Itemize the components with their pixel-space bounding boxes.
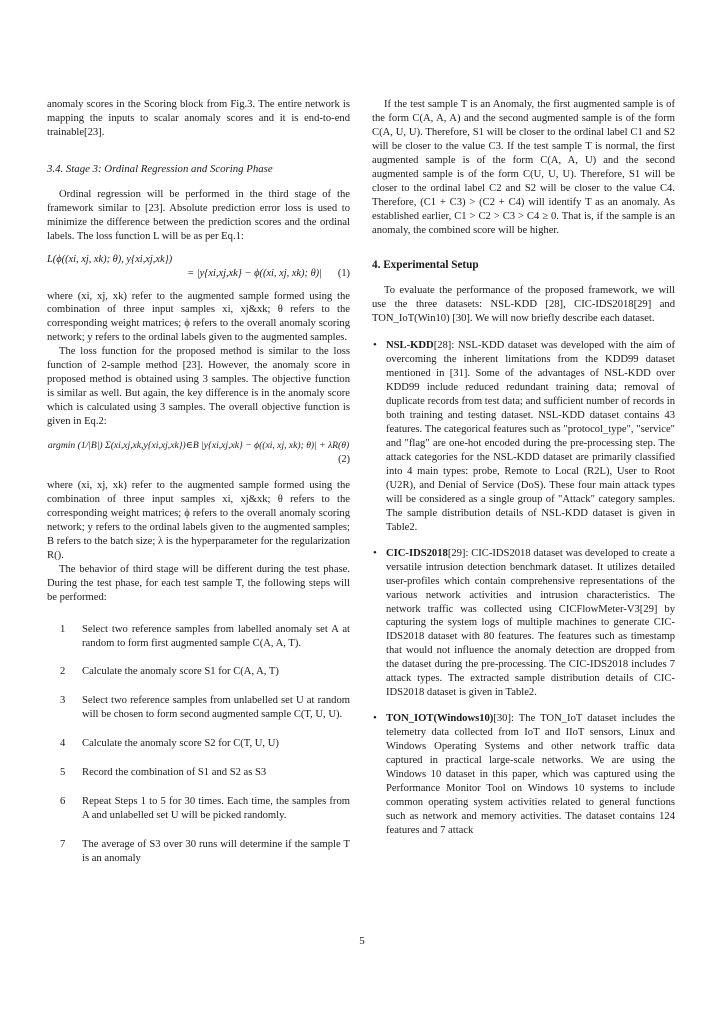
dataset-description: [29]: CIC-IDS2018 dataset was developed to create a versatile intrusion detection benchmark dataset. It utilizes detailed user-profiles which contain comprehensive representations of the various network activities and intrusion characteristics. The network traffic was collected using CICFlowMeter-V3[29] by capturing the system logs of multiple machines to generate CIC-IDS2018 dataset with 80 features. The features such as timestamp that would not influence the anomaly detection are dropped from the dataset during the pre-processing. The CIC-IDS2018 includes 7 attack types. The extracted sample distribution details of CIC-IDS2018 dataset is given in Table2. (386, 547, 675, 699)
equation-1-line-2: = |y{xi,xj,xk} − ϕ((xi, xj, xk); θ)| (187, 267, 322, 279)
list-item (47, 694, 350, 722)
right-column (372, 98, 675, 850)
step-text: Select two reference samples from unlabelled set U at random will be chosen to form second augmented sample C(T, U, U). (82, 695, 350, 721)
bullet-icon: • (373, 712, 377, 725)
dataset-name: NSL-KDD (386, 340, 434, 352)
paragraph-test-sample: If the test sample T is an Anomaly, the first augmented sample is of the form C(A, A, A) and the second augmented sample is of the form C(A, U, U). Therefore, S1 will be closer to the ordinal label C1 and S2 will be closer to the value C3. If the test sample T is normal, the first augmented sample is of the form C(A, A, U) and the second augmented sample is of the form C(U, U, U). Therefore, S1 will be closer to the ordinal label C2 and S2 will be closer to the value C4. Therefore, (C1 + C3) > (C2 + C4) will identify T as an anomaly. As established earlier, C1 > C2 > C3 > C4 ≥ 0. That is, if the sample is an anomaly, the combined score will be higher. (372, 99, 675, 236)
step-text: Select two reference samples from labelled anomaly set A at random to form first augmented sample C(A, A, T). (82, 623, 350, 649)
step-number: 7 (60, 839, 66, 851)
step-text: Calculate the anomaly score S2 for C(T, U, U) (82, 738, 279, 750)
section-heading-4: 4. Experimental Setup (372, 258, 479, 271)
equation-1 (47, 253, 350, 281)
bullet-icon: • (373, 546, 377, 559)
step-number: 1 (60, 623, 66, 635)
dataset-name: TON_IOT(Windows10) (386, 713, 494, 725)
step-text: Calculate the anomaly score S1 for C(A, A, T) (82, 666, 279, 678)
step-number: 2 (60, 666, 66, 678)
paragraph-where-1: where (xi, xj, xk) refer to the augmented sample formed using the combination of three input samples xi, xj&xk; θ refers to the corresponding weight matrices; ϕ refers to the overall anomaly scoring network; y refers to the ordinal labels given to the augmented samples. (47, 290, 350, 344)
dataset-description: [28]: NSL-KDD dataset was developed with the aim of overcoming the inherent limitations from the KDD99 dataset mentioned in [31]. Some of the advantages of NSL-KDD over KDD99 include reduced redundant training data; removal of duplicate records from test data; and sufficient number of records in both training and testing dataset. NSL-KDD dataset contains 43 features. The categorical features such as "protocol_type", "service" and "flag" are one-hot encoded during the pre-processing step. The attack categories for the NSL-KDD dataset are primarily classified into 4 main types: probe, Remote to Local (R2L), User to Root (U2R), and Denial of Service (DoS). These four main attack types will be considered as a single group of "Attack" category samples. The sample distribution details of NSL-KDD dataset is given in Table2. (386, 340, 675, 533)
section-heading-3-4: 3.4. Stage 3: Ordinal Regression and Scoring Phase (47, 162, 273, 175)
equation-2-body: argmin (1/|B|) Σ(xi,xj,xk,y{xi,xj,xk})∈B |y{xi,xj,xk} − ϕ((xi, xj, xk); θ)| + λR(θ) (47, 440, 350, 452)
equation-1-number: (1) (337, 267, 350, 279)
step-number: 6 (60, 796, 66, 808)
list-item (372, 712, 675, 838)
step-text: Repeat Steps 1 to 5 for 30 times. Each time, the samples from A and unlabelled set U will be picked randomly. (82, 796, 350, 822)
list-item (47, 838, 350, 866)
bullet-icon: • (373, 339, 377, 352)
list-item (47, 665, 350, 679)
paragraph-ordinal-regression: Ordinal regression will be performed in the third stage of the framework similar to [23]. Absolute prediction error loss is used to minimize the difference between the prediction scores and the ordinal labels. The loss function L will be as per Eq.1: (47, 188, 350, 242)
page-number: 5 (359, 935, 365, 947)
paragraph-where-2: where (xi, xj, xk) refer to the augmented sample formed using the combination of three input samples xi, xj&xk; θ refers to the corresponding weight matrices; ϕ refers to the overall anomaly scoring network; y refers to the ordinal labels given to the augmented samples; B refers to the batch size; λ is the hyperparameter for the regularization R(). (47, 479, 350, 561)
list-item (372, 339, 675, 534)
list-item (47, 795, 350, 823)
dataset-description: [30]: The TON_IoT dataset includes the telemetry data collected from IoT and IIoT sensors, Linux and Windows Operating Systems and other network traffic data captured in practical large-scale networks. We are using the Windows 10 dataset in this paper, which was captured using the Performance Monitor Tool on Windows 10 systems to include common operating system activities related to general functions such as network and memory activities. The dataset contains 124 features and 7 attack (386, 713, 675, 836)
paragraph-intro: anomaly scores in the Scoring block from Fig.3. The entire network is mapping the inputs to scalar anomaly scores and it is end-to-end trainable[23]. (47, 99, 350, 138)
list-item (47, 766, 350, 780)
paragraph-loss-function: The loss function for the proposed method is similar to the loss function of 2-sample method [23]. However, the anomaly score in proposed method is obtained using 3 samples. The objective function is similar as well. But again, the key difference is in the anomaly score which is calculated using 3 samples. The overall objective function is given in Eq.2: (47, 346, 350, 428)
step-number: 5 (60, 767, 66, 779)
list-item (47, 737, 350, 751)
datasets-list (372, 339, 675, 837)
equation-2 (47, 439, 350, 467)
step-number: 3 (60, 695, 66, 707)
left-column (47, 98, 350, 881)
paragraph-test-behavior: The behavior of third stage will be different during the test phase. During the test phase, for each test sample T, the following steps will be performed: (47, 563, 350, 603)
step-text: The average of S3 over 30 runs will determine if the sample T is an anomaly (82, 839, 350, 865)
paragraph-experimental-setup: To evaluate the performance of the proposed framework, we will use the three datasets: NSL-KDD [28], CIC-IDS2018[29] and TON_IoT(Win10) [30]. We will now briefly describe each dataset. (372, 285, 675, 325)
step-number: 4 (60, 738, 66, 750)
list-item (372, 547, 675, 700)
test-steps-list (47, 623, 350, 866)
equation-2-number: (2) (338, 454, 350, 466)
step-text: Record the combination of S1 and S2 as S3 (82, 767, 267, 779)
equation-1-line-1: L(ϕ((xi, xj, xk); θ), y{xi,xj,xk}) (47, 253, 173, 265)
dataset-name: CIC-IDS2018 (386, 547, 448, 559)
list-item (47, 623, 350, 651)
